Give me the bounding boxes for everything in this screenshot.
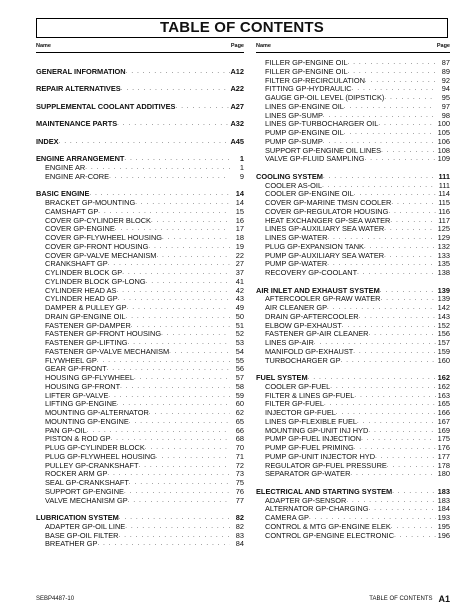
dot-leader xyxy=(359,313,436,322)
entry-page-number: 133 xyxy=(437,250,450,260)
entry-label: PUMP GP-ENGINE OIL xyxy=(265,128,344,137)
entry-label: AIR INLET AND EXHAUST SYSTEM xyxy=(256,285,380,295)
entry-page-number: 98 xyxy=(441,110,450,120)
entry-label: ENGINE AR xyxy=(45,163,86,172)
dot-leader xyxy=(391,523,436,532)
entry-label: PULLEY GP-CRANKSHAFT xyxy=(45,460,139,470)
dot-leader xyxy=(139,462,230,471)
entry-label: FASTENER GP-DAMPER xyxy=(45,320,131,330)
entry-page-number: 65 xyxy=(235,416,244,426)
entry-page-number: 109 xyxy=(437,154,450,164)
entry-label: LIFTING GP-ENGINE xyxy=(45,399,117,409)
dot-leader xyxy=(120,383,230,392)
dot-leader xyxy=(380,287,436,296)
entry-page-number: A32 xyxy=(230,119,244,129)
toc-list-left xyxy=(36,59,244,549)
toc-entry[interactable] xyxy=(256,532,450,541)
entry-page-number: 135 xyxy=(437,259,450,269)
entry-label: BASE GP-OIL FILTER xyxy=(45,530,119,540)
entry-label: FASTENER GP-LIFTING xyxy=(45,338,128,347)
entry-page-number: 196 xyxy=(437,530,450,540)
entry-page-number: 177 xyxy=(437,451,450,461)
name-heading: Name xyxy=(256,43,271,49)
entry-label: MOUNTING GP-ALTERNATOR xyxy=(45,408,149,417)
entry-page-number: 138 xyxy=(437,268,450,277)
entry-label: HOUSING GP-FLYWHEEL xyxy=(45,373,134,382)
entry-label: SEPARATOR GP-WATER xyxy=(265,469,351,479)
entry-label: COOLER GP-ENGINE OIL xyxy=(265,189,354,199)
entry-label: FASTENER GP-VALVE MECHANISM xyxy=(45,346,170,356)
entry-page-number: 97 xyxy=(441,101,450,111)
entry-label: CYLINDER BLOCK GP-LONG xyxy=(45,276,146,286)
dot-leader xyxy=(146,278,230,287)
entry-page-number: 178 xyxy=(437,460,450,470)
dot-leader xyxy=(108,260,230,269)
dot-leader xyxy=(344,129,436,138)
entry-label: COOLER GP-FUEL xyxy=(265,381,331,391)
entry-page-number: 175 xyxy=(437,434,450,444)
column-header xyxy=(36,42,244,51)
dot-leader xyxy=(384,94,436,103)
dot-leader xyxy=(149,409,230,418)
entry-page-number: 18 xyxy=(235,233,244,242)
entry-label: COVER GP-CYLINDER BLOCK xyxy=(45,215,151,225)
entry-page-number: 139 xyxy=(437,294,450,304)
entry-label: FILLER GP-ENGINE OIL xyxy=(265,58,348,67)
entry-page-number: 163 xyxy=(437,390,450,400)
entry-page-number: 166 xyxy=(437,408,450,417)
dot-leader xyxy=(97,357,230,366)
dot-leader xyxy=(128,497,230,506)
entry-page-number: 95 xyxy=(441,93,450,102)
entry-page-number: 132 xyxy=(437,241,450,251)
entry-label: LIFTER GP-VALVE xyxy=(45,390,109,400)
entry-label: SUPPORT GP-ENGINE xyxy=(45,486,124,496)
dot-leader xyxy=(361,435,436,444)
entry-page-number: 57 xyxy=(235,373,244,382)
entry-label: FLYWHEEL GP xyxy=(45,355,97,365)
dot-leader xyxy=(119,532,230,541)
entry-page-number: 108 xyxy=(437,145,450,155)
dot-leader xyxy=(354,392,436,401)
entry-page-number: 115 xyxy=(438,198,450,207)
toc-list-right xyxy=(256,59,450,540)
entry-label: FILLER GP-ENGINE OIL xyxy=(265,66,348,76)
entry-label: BRACKET GP-MOUNTING xyxy=(45,198,136,207)
dot-leader xyxy=(369,330,437,339)
entry-label: REGULATOR GP-FUEL PRESSURE xyxy=(265,460,387,470)
dot-leader xyxy=(169,348,230,357)
entry-page-number: 42 xyxy=(235,285,244,295)
entry-label: PUMP GP-FUEL PRIMING xyxy=(265,443,354,452)
entry-label: CONTROL & MTG GP-ENGINE ELEK xyxy=(265,521,391,531)
dot-leader xyxy=(126,68,230,77)
dot-leader xyxy=(357,269,436,278)
entry-label: CYLINDER HEAD GP xyxy=(45,294,118,304)
toc-section-heading[interactable] xyxy=(36,68,244,77)
entry-label: MOUNTING GP-UNIT INJ HYD xyxy=(265,425,369,435)
entry-label: PAN GP-OIL xyxy=(45,425,87,435)
entry-label: MANIFOLD GP-EXHAUST xyxy=(265,346,354,356)
dot-leader xyxy=(116,287,230,296)
entry-label: PUMP GP-WATER xyxy=(265,259,328,269)
entry-label: CRANKSHAFT GP xyxy=(45,259,108,269)
entry-label: FASTENER GP-AIR CLEANER xyxy=(265,329,369,339)
entry-label: FITTING GP-HYDRAULIC xyxy=(265,84,352,94)
dot-leader xyxy=(391,199,436,208)
entry-label: MAINTENANCE PARTS xyxy=(36,119,118,129)
entry-page-number: 77 xyxy=(235,495,244,505)
entry-page-number: 1 xyxy=(239,163,244,172)
entry-label: FILTER GP-FUEL xyxy=(265,399,324,409)
entry-label: FUEL SYSTEM xyxy=(256,373,308,382)
dot-leader xyxy=(344,103,436,112)
entry-page-number: 183 xyxy=(437,486,450,496)
entry-page-number: 184 xyxy=(437,504,450,514)
header-divider xyxy=(36,52,244,53)
entry-page-number: 70 xyxy=(235,443,244,452)
entry-label: DRAIN GP-AFTERCOOLER xyxy=(265,311,359,321)
dot-leader xyxy=(341,357,436,366)
entry-label: PLUG GP-FLYWHEEL HOUSING xyxy=(45,451,156,461)
entry-page-number: 106 xyxy=(437,136,450,146)
entry-page-number: 37 xyxy=(235,268,244,277)
toc-section-heading[interactable] xyxy=(36,103,244,112)
entry-label: INJECTOR GP-FUEL xyxy=(265,408,336,417)
entry-label: VALVE GP-FLUID SAMPLING xyxy=(265,154,365,164)
dot-leader xyxy=(323,173,436,182)
entry-page-number: 195 xyxy=(437,521,450,531)
entry-page-number: 52 xyxy=(235,329,244,339)
entry-label: ADAPTER GP-SENSOR xyxy=(265,495,347,505)
entry-page-number: 87 xyxy=(441,58,450,67)
entry-page-number: A45 xyxy=(230,136,244,146)
toc-section-heading[interactable] xyxy=(36,138,244,147)
entry-page-number: 14 xyxy=(235,189,244,199)
entry-page-number: 76 xyxy=(235,486,244,496)
entry-page-number: 117 xyxy=(438,215,450,225)
entry-page-number: 14 xyxy=(235,198,244,207)
toc-entry[interactable] xyxy=(36,540,244,549)
dot-leader xyxy=(388,208,436,217)
dot-leader xyxy=(126,313,231,322)
entry-label: DAMPER & PULLEY GP xyxy=(45,303,127,312)
entry-label: SUPPORT GP-ENGINE OIL LINES xyxy=(265,145,382,155)
page-heading: Page xyxy=(436,43,450,49)
entry-label: LUBRICATION SYSTEM xyxy=(36,513,119,522)
dot-leader xyxy=(381,295,436,304)
entry-page-number: 142 xyxy=(437,303,450,312)
entry-label: ADAPTER GP-OIL LINE xyxy=(45,521,126,531)
dot-leader xyxy=(124,155,230,164)
entry-label: FILTER & LINES GP-FUEL xyxy=(265,390,355,400)
entry-page-number: 62 xyxy=(235,408,244,417)
entry-label: CYLINDER HEAD AS xyxy=(45,285,117,295)
toc-column-left xyxy=(36,42,244,549)
entry-label: ELBOW GP-EXHAUST xyxy=(265,320,342,330)
toc-entry[interactable] xyxy=(36,173,244,182)
entry-page-number: 56 xyxy=(235,364,244,374)
entry-label: COOLER AS-OIL xyxy=(265,180,323,190)
entry-page-number: 82 xyxy=(235,513,244,522)
entry-page-number: 100 xyxy=(437,119,450,129)
entry-page-number: 159 xyxy=(437,346,450,356)
entry-label: ROCKER ARM GP xyxy=(45,469,108,479)
entry-label: HOUSING GP-FRONT xyxy=(45,381,121,391)
entry-page-number: 17 xyxy=(235,224,244,234)
entry-page-number: 9 xyxy=(239,171,244,181)
entry-label: COVER GP-REGULATOR HOUSING xyxy=(265,206,389,216)
entry-label: BASIC ENGINE xyxy=(36,189,90,199)
page-number: A1 xyxy=(438,594,450,604)
entry-page-number: 160 xyxy=(437,355,450,365)
entry-page-number: 156 xyxy=(437,329,450,339)
dot-leader xyxy=(350,470,436,479)
entry-label: TURBOCHARGER GP xyxy=(265,355,341,365)
entry-page-number: 49 xyxy=(235,303,244,312)
entry-label: ELECTRICAL AND STARTING SYSTEM xyxy=(256,486,393,496)
entry-page-number: 73 xyxy=(235,469,244,479)
entry-page-number: 125 xyxy=(437,224,450,234)
entry-label: BREATHER GP xyxy=(45,539,98,549)
entry-label: GEAR GP-FRONT xyxy=(45,364,107,374)
entry-page-number: 75 xyxy=(235,478,244,487)
toc-entry[interactable] xyxy=(256,357,450,366)
dot-leader xyxy=(148,243,230,252)
entry-label: MOUNTING GP-ENGINE xyxy=(45,416,129,426)
dot-leader xyxy=(59,138,230,147)
dot-leader xyxy=(109,173,230,182)
dot-leader xyxy=(357,418,436,427)
entry-label: LINES GP-ENGINE OIL xyxy=(265,101,344,111)
entry-page-number: A27 xyxy=(230,101,244,111)
toc-column-right xyxy=(256,42,450,540)
entry-page-number: 51 xyxy=(235,320,244,330)
entry-label: ENGINE AR-CORE xyxy=(45,171,110,181)
dot-leader xyxy=(129,479,230,488)
page-footer xyxy=(36,593,450,605)
entry-label: COOLING SYSTEM xyxy=(256,171,323,181)
entry-page-number: 162 xyxy=(437,373,450,382)
column-header xyxy=(256,42,450,51)
entry-page-number: 84 xyxy=(235,539,244,549)
entry-page-number: 66 xyxy=(235,425,244,435)
entry-page-number: 111 xyxy=(438,171,450,181)
entry-page-number: 1 xyxy=(239,154,244,164)
entry-page-number: A22 xyxy=(230,84,244,94)
entry-label: RECOVERY GP-COOLANT xyxy=(265,268,358,277)
entry-page-number: 41 xyxy=(235,276,244,286)
entry-label: SEAL GP-CRANKSHAFT xyxy=(45,478,129,487)
dot-leader xyxy=(381,147,436,156)
dot-leader xyxy=(129,418,230,427)
dot-leader xyxy=(125,523,230,532)
dot-leader xyxy=(97,540,230,549)
dot-leader xyxy=(145,444,230,453)
entry-label: CAMSHAFT GP xyxy=(45,206,99,216)
dot-leader xyxy=(394,532,436,541)
dot-leader xyxy=(365,77,436,86)
entry-label: AFTERCOOLER GP-RAW WATER xyxy=(265,294,381,304)
entry-page-number: 15 xyxy=(235,206,244,216)
entry-label: ALTERNATOR GP-CHARGING xyxy=(265,504,369,514)
entry-page-number: 53 xyxy=(235,338,244,347)
dot-leader xyxy=(324,400,436,409)
entry-page-number: 89 xyxy=(441,66,450,76)
entry-page-number: 94 xyxy=(441,84,450,94)
dot-leader xyxy=(161,330,230,339)
entry-page-number: 58 xyxy=(235,381,244,391)
entry-label: CONTROL GP-ENGINE ELECTRONIC xyxy=(265,530,395,540)
entry-page-number: 180 xyxy=(437,469,450,479)
entry-label: INDEX xyxy=(36,136,59,146)
dot-leader xyxy=(124,488,230,497)
dot-leader xyxy=(134,374,230,383)
entry-page-number: 60 xyxy=(235,399,244,409)
entry-page-number: 22 xyxy=(235,250,244,260)
dot-leader xyxy=(384,225,436,234)
dot-leader xyxy=(368,427,436,436)
toc-entry[interactable] xyxy=(256,269,450,278)
entry-page-number: 82 xyxy=(235,521,244,531)
entry-page-number: 193 xyxy=(437,513,450,522)
entry-page-number: 72 xyxy=(235,460,244,470)
dot-leader xyxy=(384,252,436,261)
page-heading: Page xyxy=(230,43,244,49)
dot-leader xyxy=(119,514,230,523)
toc-section-heading[interactable] xyxy=(36,85,244,94)
dot-leader xyxy=(353,348,436,357)
entry-label: FILTER GP-RECIRCULATION xyxy=(265,75,365,85)
entry-page-number: 19 xyxy=(235,241,244,251)
dot-leader xyxy=(108,392,230,401)
entry-page-number: 152 xyxy=(437,320,450,330)
entry-page-number: 129 xyxy=(437,233,450,242)
dot-leader xyxy=(118,295,230,304)
entry-page-number: 59 xyxy=(235,390,244,400)
entry-page-number: 43 xyxy=(235,294,244,304)
entry-label: LINES GP-WATER xyxy=(265,233,328,242)
document-number: SEBP4487-10 xyxy=(36,596,75,602)
entry-page-number: 162 xyxy=(437,381,450,391)
entry-page-number: 55 xyxy=(235,355,244,365)
entry-label: COVER GP-VALVE MECHANISM xyxy=(45,250,157,260)
entry-label: SUPPLEMENTAL COOLANT ADDITIVES xyxy=(36,101,176,111)
entry-label: PUMP GP-FUEL INJECTION xyxy=(265,434,362,444)
entry-label: DRAIN GP-ENGINE OIL xyxy=(45,311,126,321)
entry-page-number: 50 xyxy=(235,311,244,321)
entry-page-number: 105 xyxy=(437,128,450,137)
entry-page-number: 183 xyxy=(437,495,450,505)
entry-label: GAUGE GP-OIL LEVEL (DIPSTICK) xyxy=(265,93,385,102)
entry-label: PLUG GP-EXPANSION TANK xyxy=(265,241,364,251)
entry-page-number: 68 xyxy=(235,434,244,444)
entry-label: VALVE MECHANISM GP xyxy=(45,495,128,505)
entry-page-number: 71 xyxy=(235,451,244,461)
dot-leader xyxy=(151,217,230,226)
entry-page-number: 167 xyxy=(437,416,450,426)
entry-label: COVER GP-MARINE TMSN COOLER xyxy=(265,198,392,207)
entry-label: PUMP GP-AUXILIARY SEA WATER xyxy=(265,250,385,260)
entry-label: CAMERA GP xyxy=(265,513,309,522)
toc-section-heading[interactable] xyxy=(36,120,244,129)
dot-leader xyxy=(365,155,436,164)
entry-label: PLUG GP-CYLINDER BLOCK xyxy=(45,443,145,452)
entry-page-number: A12 xyxy=(230,66,244,76)
entry-label: PISTON & ROD GP xyxy=(45,434,111,444)
entry-label: HEAT EXCHANGER GP-SEA WATER xyxy=(265,215,391,225)
entry-label: CYLINDER BLOCK GP xyxy=(45,268,123,277)
dot-leader xyxy=(348,59,436,68)
dot-leader xyxy=(162,234,230,243)
dot-leader xyxy=(392,488,436,497)
header-divider xyxy=(256,52,450,53)
entry-page-number: 176 xyxy=(437,443,450,452)
dot-leader xyxy=(378,120,436,129)
dot-leader xyxy=(121,85,230,94)
dot-leader xyxy=(117,120,230,129)
toc-entry[interactable] xyxy=(36,497,244,506)
entry-label: LINES GP-AIR xyxy=(265,338,314,347)
entry-label: LINES GP-TURBOCHARGER OIL xyxy=(265,119,379,129)
entry-page-number: 27 xyxy=(235,259,244,269)
entry-page-number: 169 xyxy=(437,425,450,435)
entry-label: PUMP GP-SUMP xyxy=(265,136,323,146)
entry-page-number: 139 xyxy=(437,285,450,295)
dot-leader xyxy=(135,199,230,208)
toc-entry[interactable] xyxy=(256,155,450,164)
dot-leader xyxy=(156,252,230,261)
entry-label: COVER GP-FLYWHEEL HOUSING xyxy=(45,233,163,242)
entry-page-number: 83 xyxy=(235,530,244,540)
footer-section: TABLE OF CONTENTS xyxy=(369,596,433,602)
dot-leader xyxy=(175,103,230,112)
dot-leader xyxy=(387,462,436,471)
toc-entry[interactable] xyxy=(256,470,450,479)
entry-page-number: 143 xyxy=(437,311,450,321)
entry-label: REPAIR ALTERNATIVES xyxy=(36,84,121,94)
dot-leader xyxy=(368,505,436,514)
entry-label: LINES GP-SUMP xyxy=(265,110,323,120)
entry-page-number: 111 xyxy=(438,180,450,190)
entry-label: COVER GP-FRONT HOUSING xyxy=(45,241,149,251)
entry-label: PUMP GP-UNIT INJECTOR HYD xyxy=(265,451,376,461)
entry-page-number: 116 xyxy=(438,206,450,216)
entry-label: FASTENER GP-FRONT HOUSING xyxy=(45,329,162,339)
entry-page-number: 114 xyxy=(438,189,450,199)
entry-label: COVER GP-ENGINE xyxy=(45,224,115,234)
section-spacer xyxy=(36,129,244,138)
entry-label: GENERAL INFORMATION xyxy=(36,66,126,76)
entry-page-number: 92 xyxy=(441,75,450,85)
name-heading: Name xyxy=(36,43,51,49)
entry-page-number: 16 xyxy=(235,215,244,225)
dot-leader xyxy=(127,304,230,313)
entry-label: ENGINE ARRANGEMENT xyxy=(36,154,125,164)
entry-page-number: 157 xyxy=(437,338,450,347)
entry-label: LINES GP-AUXILIARY SEA WATER xyxy=(265,224,385,234)
entry-page-number: 54 xyxy=(235,346,244,356)
entry-label: LINES GP-FLEXIBLE FUEL xyxy=(265,416,358,426)
page-title: TABLE OF CONTENTS xyxy=(36,18,448,38)
entry-page-number: 165 xyxy=(437,399,450,409)
dot-leader xyxy=(390,217,436,226)
dot-leader xyxy=(156,453,230,462)
entry-label: AIR CLEANER GP xyxy=(265,303,328,312)
